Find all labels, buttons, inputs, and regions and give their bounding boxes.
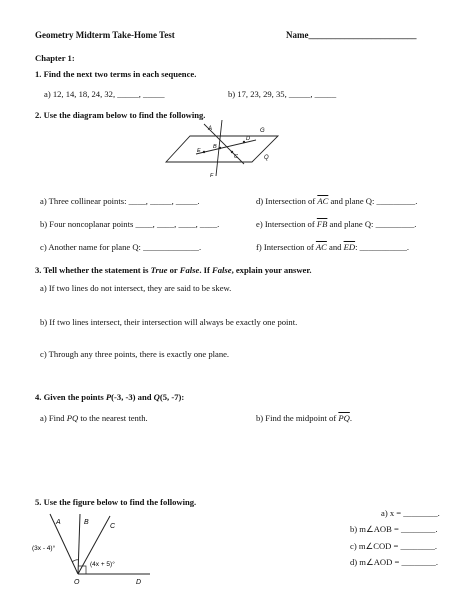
ray-oa bbox=[50, 514, 78, 574]
question-3-prompt-or: or bbox=[167, 265, 180, 275]
question-1b: b) 17, 23, 29, 35, _____, _____ bbox=[228, 89, 337, 99]
label-d: D bbox=[246, 136, 250, 142]
question-2e-post: and plane Q: _________. bbox=[327, 219, 417, 229]
label-g: G bbox=[260, 128, 265, 134]
ray-ob bbox=[78, 514, 80, 574]
point-p-name: P bbox=[105, 392, 112, 402]
point-c bbox=[231, 151, 233, 153]
question-2f-pre: f) Intersection of bbox=[256, 242, 316, 252]
question-2c: c) Another name for plane Q: _____________. bbox=[40, 242, 202, 252]
question-1a: a) 12, 14, 18, 24, 32, _____, _____ bbox=[44, 89, 165, 99]
question-3a: a) If two lines do not intersect, they are said to be skew. bbox=[40, 283, 232, 293]
question-4-prompt-pre: 4. Given the points bbox=[35, 392, 106, 402]
question-2f bbox=[256, 242, 409, 252]
question-5c: c) m∠COD = ________. bbox=[350, 541, 438, 551]
word-false-2: False bbox=[211, 265, 232, 275]
question-4a-pre: a) Find bbox=[40, 413, 67, 423]
fig-label-b: B bbox=[84, 519, 89, 526]
question-3b: b) If two lines intersect, their intersection will always be exactly one point. bbox=[40, 317, 298, 327]
name-field-label: Name________________________ bbox=[286, 30, 417, 40]
question-5d: d) m∠AOD = ________. bbox=[350, 557, 438, 567]
question-2d bbox=[256, 196, 417, 206]
point-p-coords: (-3, -3) and bbox=[111, 392, 154, 402]
ray-ac: $\overline{AC}$ bbox=[317, 196, 329, 206]
segment-pq: $\overline{PQ}$ bbox=[338, 413, 350, 423]
label-e: E bbox=[197, 148, 201, 154]
angle-figure bbox=[28, 512, 158, 588]
question-2d-pre: d) Intersection of bbox=[256, 196, 318, 206]
question-3-prompt-mid: . If bbox=[199, 265, 212, 275]
question-4b-post: . bbox=[349, 413, 352, 423]
plane-diagram bbox=[160, 118, 290, 182]
angle-cod-expr: (4x + 5)° bbox=[90, 561, 115, 568]
question-2f-post: : ___________. bbox=[355, 242, 410, 252]
label-q: Q bbox=[264, 155, 269, 161]
fig-label-d: D bbox=[136, 579, 142, 586]
question-4a bbox=[40, 413, 148, 423]
question-3-prompt bbox=[35, 265, 312, 275]
point-b bbox=[219, 147, 221, 149]
word-false: False bbox=[179, 265, 200, 275]
question-1-prompt: 1. Find the next two terms in each sequence. bbox=[35, 69, 197, 79]
question-2e-pre: e) Intersection of bbox=[256, 219, 317, 229]
question-2-prompt: 2. Use the diagram below to find the following. bbox=[35, 110, 206, 120]
test-title: Geometry Midterm Take-Home Test bbox=[35, 30, 175, 40]
angle-aob-expr: (3x - 4)° bbox=[32, 545, 56, 552]
question-3c: c) Through any three points, there is exactly one plane. bbox=[40, 349, 230, 359]
question-4-prompt bbox=[35, 392, 184, 402]
point-d bbox=[243, 141, 245, 143]
point-q-name: Q bbox=[153, 392, 160, 402]
point-e bbox=[203, 151, 205, 153]
question-5a: a) x = ________. bbox=[381, 508, 440, 518]
question-5-prompt: 5. Use the figure below to find the following. bbox=[35, 497, 197, 507]
question-3-prompt-pre: 3. Tell whether the statement is bbox=[35, 265, 151, 275]
chapter-heading: Chapter 1: bbox=[35, 53, 75, 63]
point-q-coords: (5, -7): bbox=[159, 392, 185, 402]
question-2f-mid: and bbox=[326, 242, 344, 252]
line-ed-ref: $\overline{ED}$ bbox=[343, 242, 356, 252]
question-2d-post: and plane Q: _________. bbox=[328, 196, 418, 206]
line-ac-ref: $\overline{AC}$ bbox=[315, 242, 327, 252]
fig-label-o: O bbox=[74, 579, 80, 586]
ray-fb: $\overline{FB}$ bbox=[316, 219, 328, 229]
label-c: C bbox=[234, 154, 238, 160]
fig-label-a: A bbox=[56, 519, 61, 526]
question-5b: b) m∠AOB = ________. bbox=[350, 524, 438, 534]
label-a: A bbox=[208, 126, 213, 132]
question-2b: b) Four noncoplanar points ____, ____, ____, ____. bbox=[40, 219, 220, 229]
plane-q-shape bbox=[166, 136, 278, 162]
segment-pq-length: PQ bbox=[66, 413, 79, 423]
fig-label-c: C bbox=[110, 523, 116, 530]
word-true: True bbox=[150, 265, 168, 275]
label-f: F bbox=[210, 173, 214, 179]
label-b: B bbox=[213, 144, 217, 150]
question-4b-pre: b) Find the midpoint of bbox=[256, 413, 339, 423]
question-4b bbox=[256, 413, 352, 423]
question-3-prompt-post: , explain your answer. bbox=[231, 265, 312, 275]
question-2e bbox=[256, 219, 416, 229]
question-4a-post: to the nearest tenth. bbox=[78, 413, 148, 423]
question-2a: a) Three collinear points: ____, _____, _____. bbox=[40, 196, 200, 206]
